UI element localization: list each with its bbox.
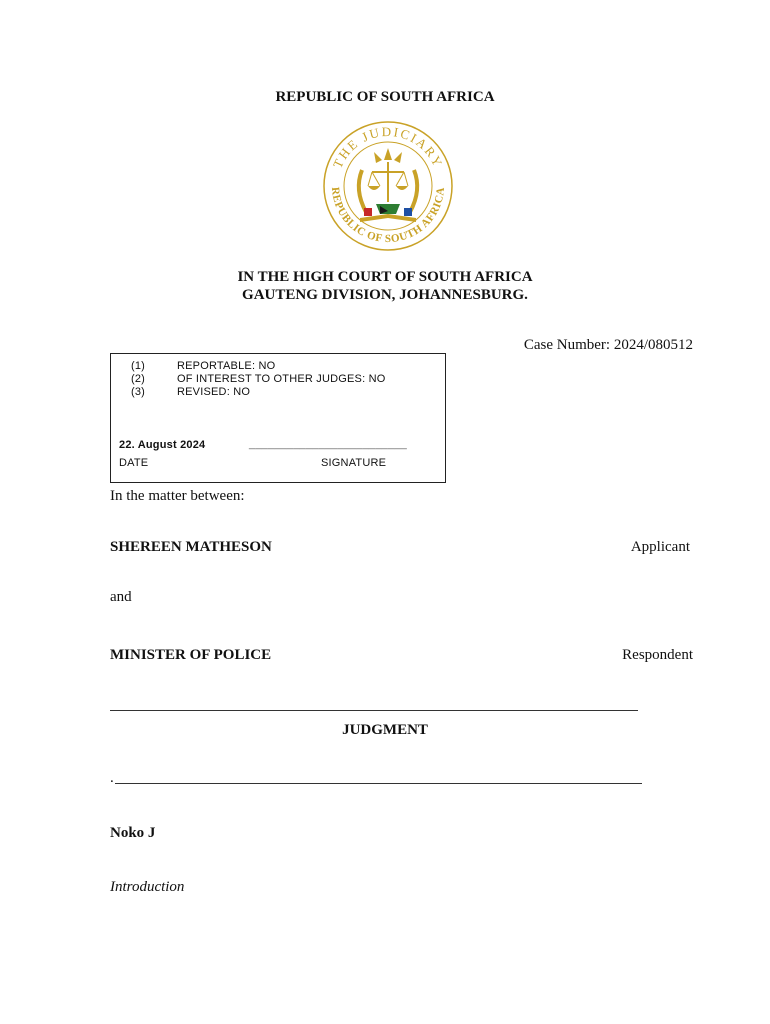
- respondent-name: MINISTER OF POLICE: [110, 647, 272, 663]
- section-heading: Introduction: [110, 879, 185, 895]
- box-item-3-text: REVISED: NO: [177, 386, 251, 398]
- seal-top-text: THE JUDICIARY: [329, 123, 447, 171]
- date-label: DATE: [119, 457, 149, 469]
- applicant-role: Applicant: [630, 539, 690, 555]
- box-item-1-num: (1): [131, 360, 146, 372]
- divider-bottom: [115, 783, 642, 784]
- box-item-2-text: OF INTEREST TO OTHER JUDGES: NO: [177, 373, 386, 385]
- court-name: IN THE HIGH COURT OF SOUTH AFRICA: [237, 269, 533, 285]
- judiciary-seal-icon: [318, 120, 458, 252]
- judgment-title: JUDGMENT: [342, 722, 428, 738]
- reportable-info-box: [110, 353, 446, 483]
- box-item-3-num: (3): [131, 386, 146, 398]
- judge-name: Noko J: [110, 825, 156, 841]
- and-text: and: [110, 589, 132, 605]
- court-division: GAUTENG DIVISION, JOHANNESBURG.: [242, 287, 528, 303]
- divider-dot: .: [110, 770, 114, 786]
- date-value: 22. August 2024: [119, 439, 206, 451]
- case-number: Case Number: 2024/080512: [523, 337, 693, 353]
- box-item-1-text: REPORTABLE: NO: [177, 360, 276, 372]
- matter-intro: In the matter between:: [110, 488, 245, 504]
- seal-bottom-text: REPUBLIC OF SOUTH AFRICA: [328, 186, 448, 246]
- applicant-name: SHEREEN MATHESON: [110, 539, 272, 555]
- divider-top: [110, 710, 638, 711]
- signature-label: SIGNATURE: [321, 457, 387, 469]
- box-item-2-num: (2): [131, 373, 146, 385]
- signature-line: _________________________: [249, 438, 407, 450]
- respondent-role: Respondent: [622, 647, 693, 663]
- country-heading: REPUBLIC OF SOUTH AFRICA: [275, 89, 495, 105]
